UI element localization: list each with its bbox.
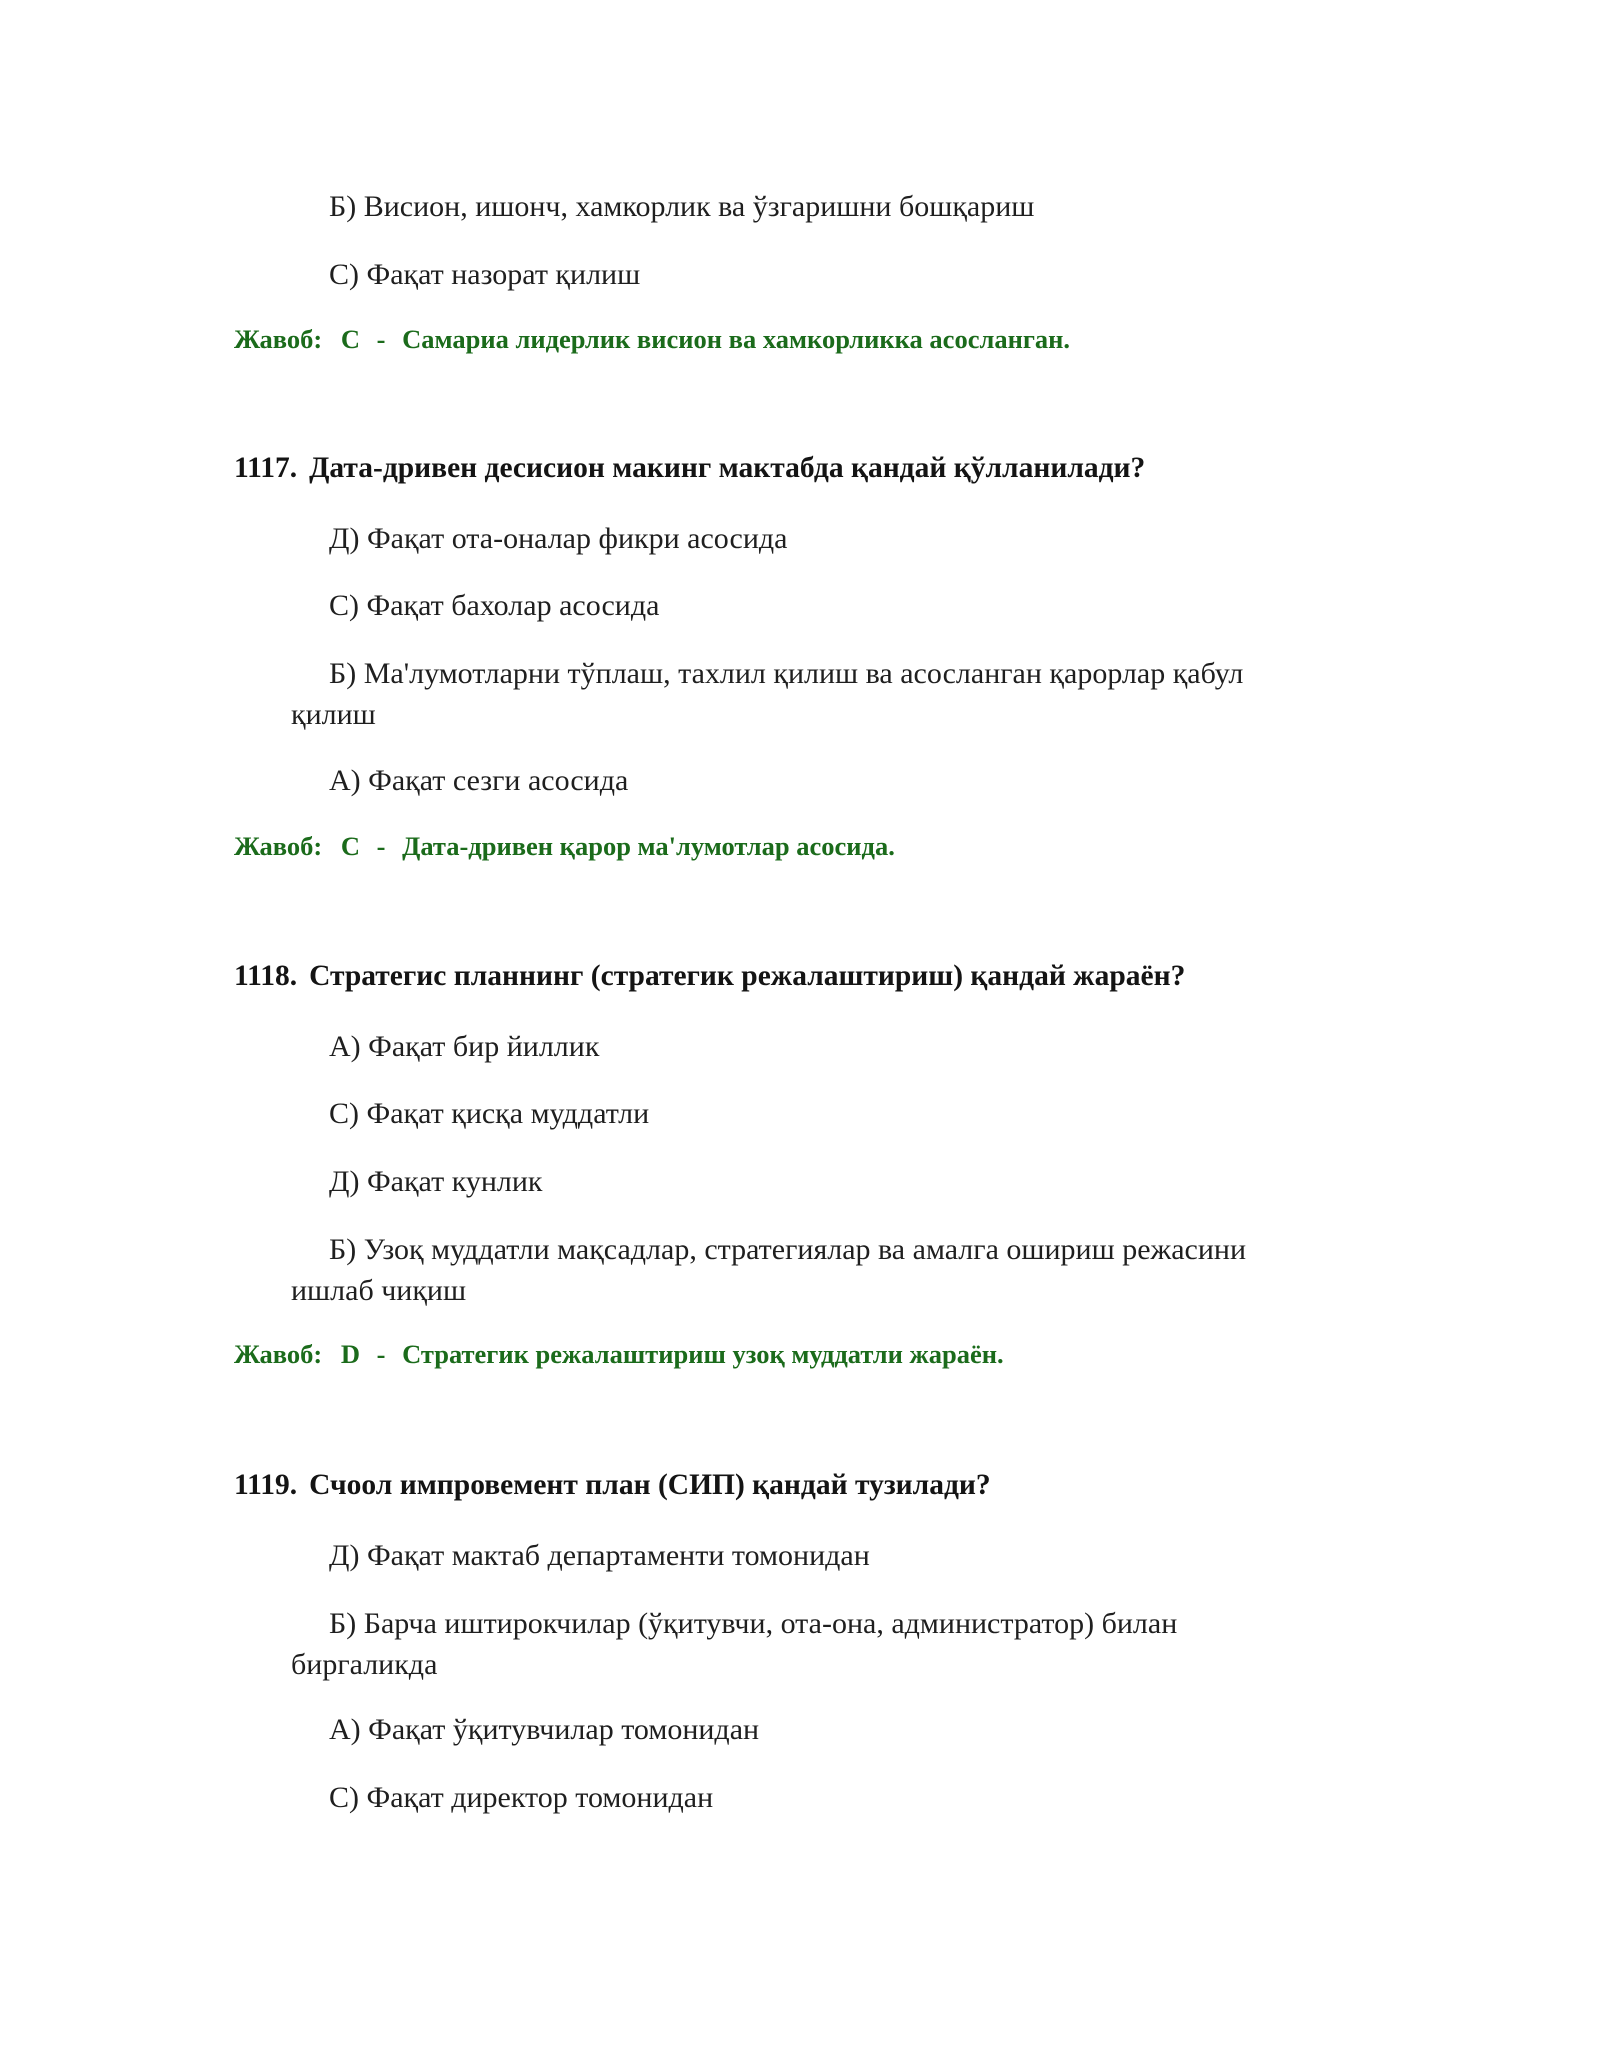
question-number: 1118.	[234, 960, 298, 992]
answer-explanation: Стратегик режалаштириш узоқ муддатли жараён.	[402, 1339, 1004, 1369]
answer-label: Жавоб:	[234, 1339, 323, 1369]
question-text: Дата-дривен десисион макинг мактабда қандай қўлланилади?	[309, 452, 1146, 484]
option-1119-c: С) Фақат директор томонидан	[329, 1781, 714, 1814]
answer-letter: C	[340, 831, 361, 861]
answer-letter: D	[340, 1339, 361, 1369]
question-number: 1119.	[234, 1469, 298, 1501]
answer-1117	[234, 829, 1434, 863]
option-1117-b: Б) Ма'лумотларни тўплаш, тахлил қилиш ва асосланган қарорлар қабул қилиш	[291, 657, 1244, 731]
option-1117-a: А) Фақат сезги асосида	[329, 764, 629, 797]
option-1117-c: С) Фақат бахолар асосида	[329, 589, 660, 622]
option-1119-d: Д) Фақат мактаб департаменти томонидан	[329, 1539, 870, 1572]
option-1118-c: С) Фақат қисқа муддатли	[329, 1097, 650, 1130]
option-1116-c: С) Фақат назорат қилиш	[329, 258, 641, 291]
answer-explanation: Дата-дривен қарор ма'лумотлар асосида.	[402, 831, 895, 861]
answer-letter: C	[340, 324, 361, 354]
option-1117-d: Д) Фақат ота-оналар фикри асосида	[329, 522, 788, 555]
question-1117	[234, 449, 1434, 487]
answer-separator: -	[376, 1339, 386, 1369]
answer-explanation: Самариа лидерлик висион ва хамкорликка асосланган.	[402, 324, 1071, 354]
answer-1116	[234, 322, 1434, 356]
option-1118-a: А) Фақат бир йиллик	[329, 1030, 600, 1063]
option-1119-b: Б) Барча иштирокчилар (ўқитувчи, ота-она, администратор) билан биргаликда	[291, 1607, 1178, 1681]
option-1118-b: Б) Узоқ муддатли мақсадлар, стратегиялар ва амалга ошириш режасини ишлаб чиқиш	[291, 1233, 1247, 1307]
answer-separator: -	[376, 831, 386, 861]
option-1116-b: Б) Висион, ишонч, хамкорлик ва ўзгаришни бошқариш	[329, 190, 1035, 223]
option-1118-d: Д) Фақат кунлик	[329, 1165, 543, 1198]
answer-label: Жавоб:	[234, 324, 323, 354]
option-1119-a: А) Фақат ўқитувчилар томонидан	[329, 1713, 760, 1746]
question-1119	[234, 1466, 1434, 1504]
answer-separator: -	[376, 324, 386, 354]
answer-1118	[234, 1337, 1434, 1371]
question-1118	[234, 957, 1434, 995]
question-number: 1117.	[234, 452, 298, 484]
question-text: Счоол импровемент план (СИП) қандай тузилади?	[309, 1469, 991, 1501]
question-text: Стратегис планнинг (стратегик режалаштириш) қандай жараён?	[309, 960, 1186, 992]
answer-label: Жавоб:	[234, 831, 323, 861]
